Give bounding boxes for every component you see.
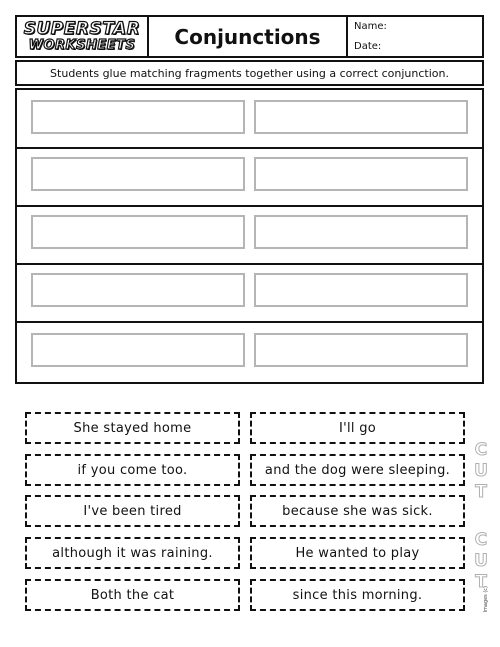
cut-label: CUT (471, 530, 491, 593)
glue-panel (15, 88, 484, 384)
cut-strip[interactable]: since this morning. (250, 579, 465, 611)
cut-strip[interactable]: because she was sick. (250, 495, 465, 527)
cut-strip[interactable]: although it was raining. (25, 537, 240, 569)
cut-strip[interactable]: Both the cat (25, 579, 240, 611)
glue-box-right[interactable] (254, 333, 468, 367)
cut-strip[interactable]: He wanted to play (250, 537, 465, 569)
cut-strip[interactable]: if you come too. (25, 454, 240, 486)
cut-label: CUT (471, 440, 491, 503)
logo-line-1: SUPERSTAR (23, 19, 141, 39)
image-credit: Images (c) (483, 586, 489, 613)
glue-box-right[interactable] (254, 157, 468, 191)
glue-row (17, 263, 482, 317)
instructions: Students glue matching fragments together using a correct conjunction. (15, 60, 484, 86)
worksheet-header (15, 15, 484, 58)
glue-box-right[interactable] (254, 100, 468, 134)
glue-box-left[interactable] (31, 215, 245, 249)
worksheet-title: Conjunctions (149, 17, 348, 56)
name-date-box (348, 17, 482, 56)
glue-row (17, 90, 482, 144)
logo-line-2: WORKSHEETS (28, 38, 136, 53)
name-label: Name: (354, 21, 387, 33)
cut-strip[interactable]: She stayed home (25, 412, 240, 444)
glue-box-left[interactable] (31, 273, 245, 307)
glue-box-left[interactable] (31, 100, 245, 134)
glue-row (17, 205, 482, 259)
glue-box-right[interactable] (254, 273, 468, 307)
glue-row (17, 321, 482, 375)
glue-box-left[interactable] (31, 333, 245, 367)
glue-box-left[interactable] (31, 157, 245, 191)
glue-box-right[interactable] (254, 215, 468, 249)
cut-strip[interactable]: I've been tired (25, 495, 240, 527)
brand-logo (17, 17, 149, 56)
cut-strip[interactable]: I'll go (250, 412, 465, 444)
glue-row (17, 147, 482, 201)
cut-strip[interactable]: and the dog were sleeping. (250, 454, 465, 486)
date-label: Date: (354, 40, 382, 52)
